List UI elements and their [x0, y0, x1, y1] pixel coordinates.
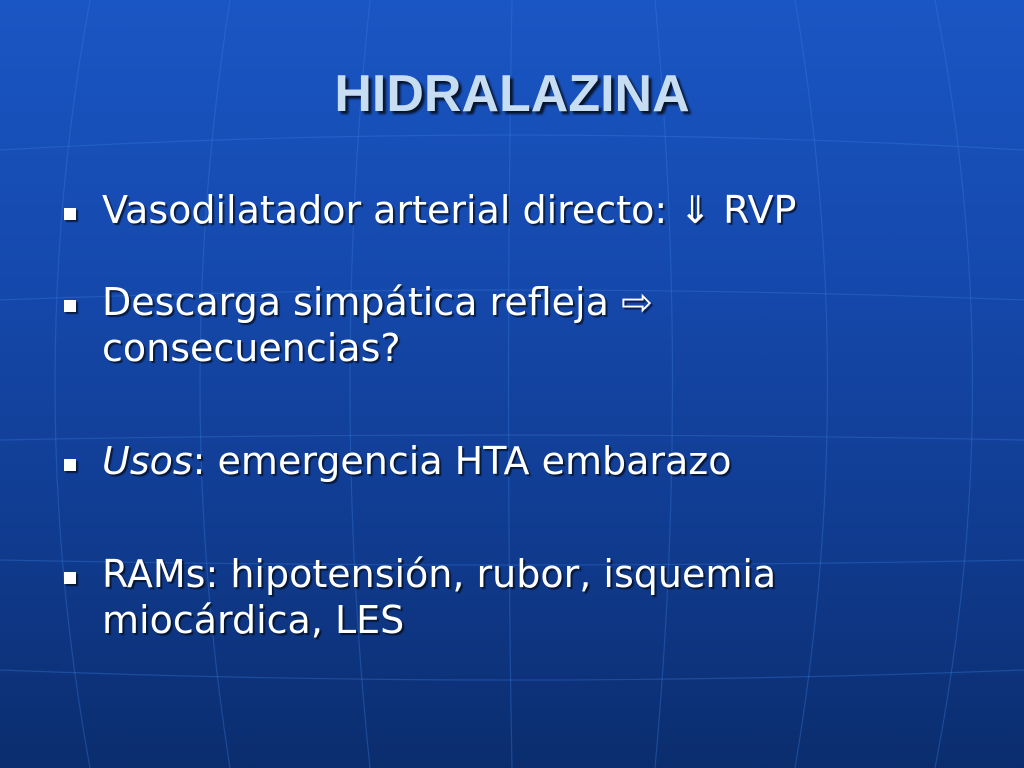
bullet-text-line-1: RAMs: hipotensión, rubor, isquemia: [102, 552, 777, 596]
bullet-emphasis: Usos: [102, 439, 193, 483]
bullet-text-line-2: consecuencias?: [102, 326, 401, 370]
bullet-text-line-1: Descarga simpática refleja ⇨: [102, 280, 653, 324]
bullet-text: [102, 279, 952, 371]
bullet-text-rest: : emergencia HTA embarazo: [192, 439, 732, 483]
bullet-text: [102, 551, 952, 643]
square-bullet-icon: [64, 459, 76, 471]
bullet-text: Vasodilatador arterial directo: ⇓ RVP: [102, 188, 797, 232]
square-bullet-icon: [64, 300, 76, 312]
bullet-text: [102, 438, 952, 484]
bullet-text-line-2: miocárdica, LES: [102, 598, 405, 642]
square-bullet-icon: [64, 572, 76, 584]
square-bullet-icon: [64, 208, 76, 220]
slide-title: HIDRALAZINA: [334, 65, 690, 123]
